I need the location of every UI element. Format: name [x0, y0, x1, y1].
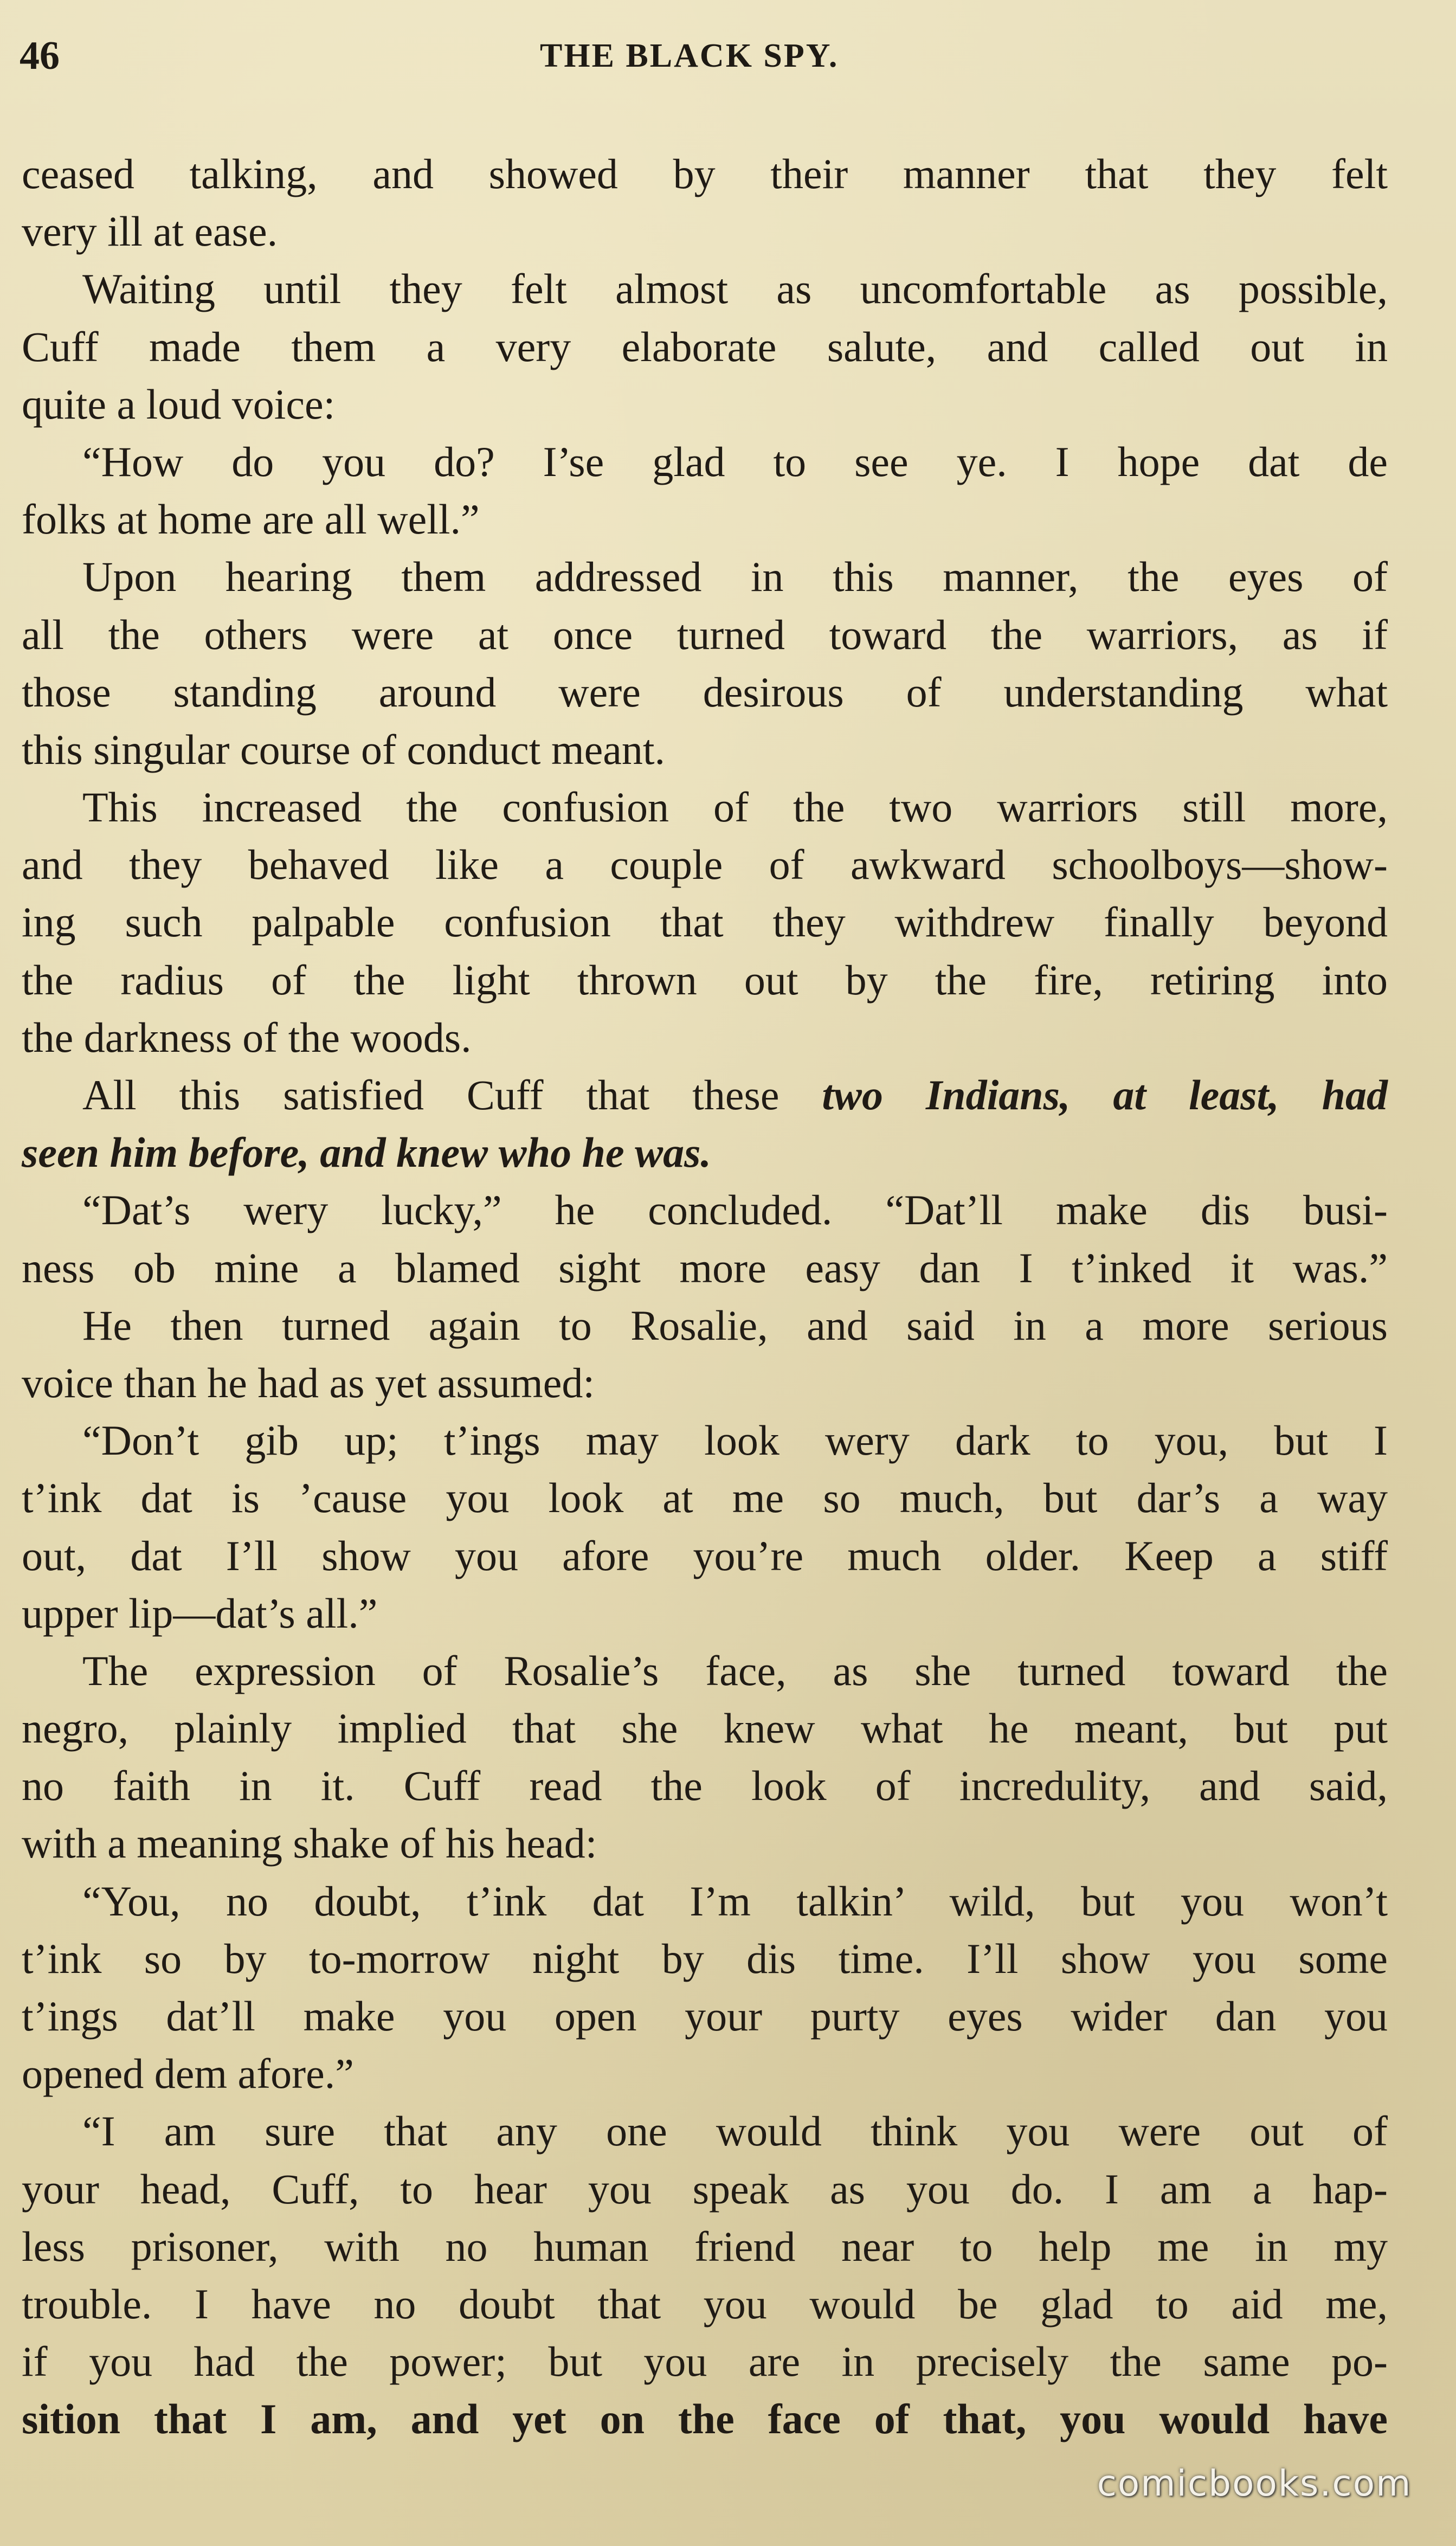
- text-line: opened dem afore.”: [22, 2050, 354, 2098]
- italic-text-run: two Indians, at least, had: [822, 1071, 1388, 1118]
- text-line: very ill at ease.: [22, 208, 278, 255]
- text-line: folks at home are all well.”: [22, 496, 480, 543]
- text-line: ness ob mine a blamed sight more easy dan I t’inked it was.”: [22, 1244, 1388, 1291]
- text-line: Upon hearing them addressed in this manner, the eyes of: [82, 553, 1388, 601]
- text-line: out, dat I’ll show you afore you’re much older. Keep a stiff: [22, 1532, 1388, 1579]
- text-line: “How do you do? I’se glad to see ye. I hope dat de: [82, 438, 1388, 485]
- text-line: those standing around were desirous of understanding what: [22, 668, 1388, 716]
- text-line: all the others were at once turned toward the warriors, as if: [22, 610, 1388, 658]
- text-line: [22, 1066, 1388, 1124]
- text-line: He then turned again to Rosalie, and said in a more serious: [82, 1301, 1388, 1349]
- text-line: less prisoner, with no human friend near to help me in my: [22, 2222, 1388, 2270]
- text-line: with a meaning shake of his head:: [22, 1820, 597, 1867]
- watermark: comicbooks.com: [1097, 2463, 1412, 2504]
- text-line: “I am sure that any one would think you were out of: [82, 2107, 1388, 2155]
- text-line: Cuff made them a very elaborate salute, and called out in: [22, 323, 1388, 370]
- text-line: The expression of Rosalie’s face, as she turned toward the: [82, 1647, 1388, 1694]
- text-line: This increased the confusion of the two warriors still more,: [82, 783, 1388, 831]
- text-line: t’ings dat’ll make you open your purty eyes wider dan you: [22, 1992, 1388, 2040]
- text-line: if you had the power; but you are in precisely the same po-: [22, 2338, 1388, 2386]
- text-line: the radius of the light thrown out by the fire, retiring into: [22, 956, 1388, 1004]
- text-line: t’ink so by to-morrow night by dis time. I’ll show you some: [22, 1934, 1388, 1982]
- text-line: and they behaved like a couple of awkward schoolboys—show-: [22, 841, 1388, 889]
- text-line: upper lip—dat’s all.”: [22, 1589, 378, 1637]
- text-line: ceased talking, and showed by their manner that they felt: [22, 150, 1388, 197]
- text-line: seen him before, and knew who he was.: [22, 1129, 711, 1176]
- text-line: sition that I am, and yet on the face of that, you would have: [22, 2395, 1388, 2443]
- text-line: no faith in it. Cuff read the look of incredulity, and said,: [22, 1762, 1388, 1810]
- text-line: the darkness of the woods.: [22, 1013, 472, 1061]
- text-line: quite a loud voice:: [22, 380, 336, 428]
- text-line: “You, no doubt, t’ink dat I’m talkin’ wild, but you won’t: [82, 1877, 1388, 1925]
- text-line: “Dat’s wery lucky,” he concluded. “Dat’ll make dis busi-: [82, 1186, 1388, 1234]
- page-header: [20, 31, 1429, 91]
- running-head: THE BLACK SPY.: [540, 37, 839, 74]
- text-line: ing such palpable confusion that they withdrew finally beyond: [22, 898, 1388, 946]
- text-line: “Don’t gib up; t’ings may look wery dark to you, but I: [82, 1417, 1388, 1464]
- page-number: 46: [20, 34, 60, 78]
- text-line: t’ink dat is ’cause you look at me so much, but dar’s a way: [22, 1474, 1388, 1522]
- body-text: [22, 145, 1388, 2448]
- text-line: trouble. I have no doubt that you would be glad to aid me,: [22, 2280, 1388, 2328]
- text-line: Waiting until they felt almost as uncomfortable as possible,: [82, 265, 1388, 313]
- text-run: All this satisfied Cuff that these: [82, 1071, 779, 1118]
- text-line: your head, Cuff, to hear you speak as you do. I am a hap-: [22, 2165, 1388, 2213]
- text-line: negro, plainly implied that she knew what he meant, but put: [22, 1705, 1388, 1752]
- text-line: this singular course of conduct meant.: [22, 725, 666, 773]
- text-line: voice than he had as yet assumed:: [22, 1359, 595, 1406]
